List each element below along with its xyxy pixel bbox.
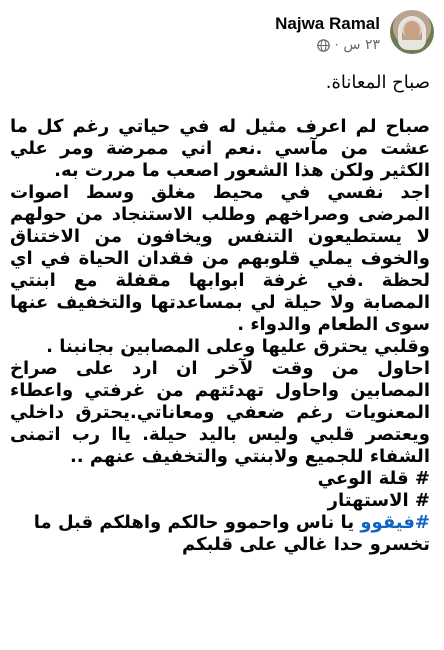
- avatar[interactable]: [390, 10, 434, 54]
- post-title: صباح المعاناة.: [325, 72, 430, 93]
- closing-line-2: تخسرو حدا غالي على قلبكم: [182, 534, 430, 555]
- hashtag-wake-up-link[interactable]: #فيقوو: [360, 512, 430, 533]
- closing-text-1: يا ناس واحموو حالكم واهلكم قبل ما: [33, 512, 361, 533]
- globe-icon[interactable]: [317, 39, 330, 52]
- closing-line-1: [10, 512, 430, 534]
- separator-dot: ·: [334, 38, 339, 52]
- post-paragraph: صباح لم اعرف مثيل له في حياتي رغم كل ما عشت من مآسي .نعم اني ممرضة ومر علي الكثير ولكن هذا الشعور اصعب ما مررت به. اجد نفسي في محيط مغلق وسط اصوات المرضى وصراخهم وطلب الاستنجاد من حولهم لا يستطيعون التنفس ويخافون من الاختناق والخوف يملي قلوبهم من فقدان الحياة في اي لحظة .في غرفة ابوابها مقفلة مع ابنتي المصابة ولا حيلة لي بمساعدتها والتخفيف عنها سوى الطعام والدواء . وقلبي يحترق عليها وعلى المصابين بجانبنا . احاول من وقت لآخر ان ارد على صراخ المصابين واحاول تهدئتهم من غرفتي واعطاء المعنويات رغم ضعفي ومعاناتي.يحترق داخلي ويعتصر قلبي وليس باليد حيلة. ياا رب اتمنى الشفاء للجميع ولابنتي والتخفيف عنهم ..: [10, 116, 430, 467]
- avatar-face: [404, 21, 420, 39]
- hashtag-recklessness[interactable]: # الاستهتار: [327, 490, 430, 511]
- post-meta: [317, 37, 380, 53]
- author-name[interactable]: Najwa Ramal: [275, 14, 380, 33]
- post-body: [10, 72, 430, 556]
- hashtag-awareness[interactable]: # قلة الوعي: [317, 468, 430, 489]
- post-header: [0, 0, 444, 66]
- post-time[interactable]: ٢٣ س: [343, 37, 380, 53]
